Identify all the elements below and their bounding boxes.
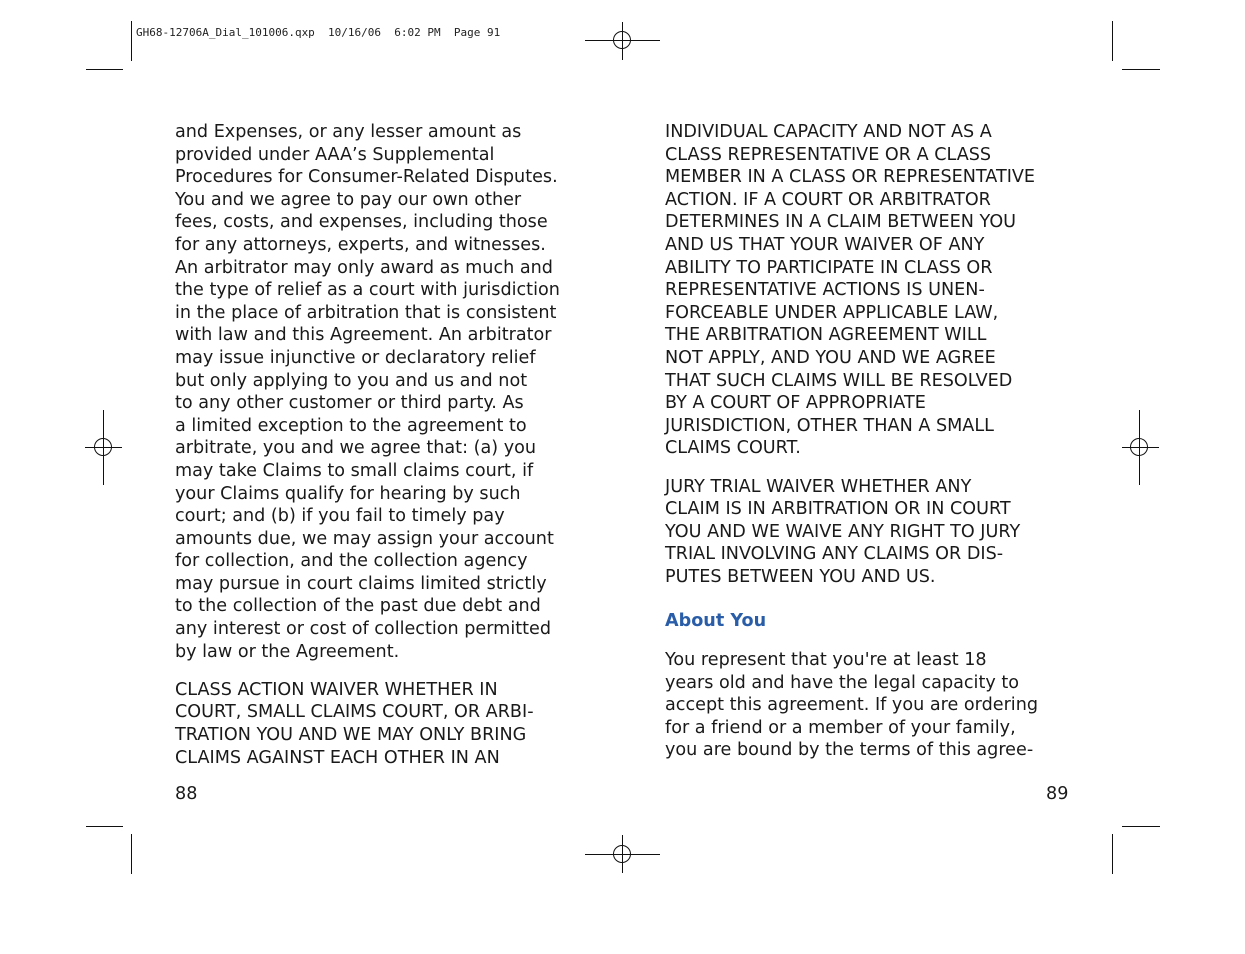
individual-capacity-paragraph: INDIVIDUAL CAPACITY AND NOT AS A CLASS REPRESENTATIVE OR A CLASS MEMBER IN A CLASS OR REPRESENTATIVE ACTION. IF A COURT OR ARBITRATOR DETERMINES IN A CLAIM BETWEEN YOU AND US THAT YOUR WAIVER OF ANY ABILITY TO PARTICIPATE IN CLASS OR REPRESENTATIVE ACTIONS IS UNEN- FORCEABLE UNDER APPLICABLE LAW, THE ARBITRATION AGREEMENT WILL NOT APPLY, AND YOU AND WE AGREE THAT SUCH CLAIMS WILL BE RESOLVED BY A COURT OF APPROPRIATE JURISDICTION, OTHER THAN A SMALL CLAIMS COURT.	[665, 122, 1036, 459]
left-page-text	[175, 121, 595, 769]
crop-mark-top-right-v	[1112, 21, 1113, 61]
right-page-text	[665, 121, 1085, 762]
crop-mark-top-left-v	[131, 21, 132, 61]
page-number-left: 88	[175, 784, 198, 804]
crop-mark-bottom-right-h	[1122, 826, 1160, 827]
registration-mark-right-circle	[1130, 438, 1148, 456]
registration-mark-left-circle	[94, 438, 112, 456]
registration-mark-bottom-circle	[613, 845, 631, 863]
page-number-right: 89	[1046, 784, 1069, 804]
crop-mark-bottom-left-h	[86, 826, 123, 827]
registration-mark-top-circle	[613, 31, 631, 49]
class-action-waiver-paragraph: CLASS ACTION WAIVER WHETHER IN COURT, SMALL CLAIMS COURT, OR ARBI- TRATION YOU AND WE MAY ONLY BRING CLAIMS AGAINST EACH OTHER IN AN	[175, 679, 534, 768]
about-you-heading: About You	[665, 611, 767, 632]
about-you-paragraph: You represent that you're at least 18 years old and have the legal capacity to accept this agreement. If you are ordering for a friend or a member of your family, you are bound by the terms of this agree-	[665, 650, 1039, 761]
file-slug: GH68-12706A_Dial_101006.qxp 10/16/06 6:02 PM Page 91	[136, 26, 501, 39]
crop-mark-top-left-h	[86, 69, 123, 70]
crop-mark-bottom-right-v	[1112, 834, 1113, 874]
jury-trial-waiver-paragraph: JURY TRIAL WAIVER WHETHER ANY CLAIM IS IN ARBITRATION OR IN COURT YOU AND WE WAIVE ANY RIGHT TO JURY TRIAL INVOLVING ANY CLAIMS OR DIS- PUTES BETWEEN YOU AND US.	[665, 476, 1021, 587]
crop-mark-top-right-h	[1122, 69, 1160, 70]
arbitration-costs-paragraph: and Expenses, or any lesser amount as provided under AAA’s Supplemental Procedures for Consumer-Related Disputes. You and we agree to pay our own other fees, costs, and expenses, including those for any attorneys, experts, and witnesses. An arbitrator may only award as much and the type of relief as a court with jurisdiction in the place of arbitration that is consistent with law and this Agreement. An arbitrator may issue injunctive or declaratory relief but only applying to you and us and not to any other customer or third party. As a limited exception to the agreement to arbitrate, you and we agree that: (a) you may take Claims to small claims court, if your Claims qualify for hearing by such court; and (b) if you fail to timely pay amounts due, we may assign your account for collection, and the collection agency may pursue in court claims limited strictly to the collection of the past due debt and any interest or cost of collection permitted by law or the Agreement.	[175, 122, 560, 662]
crop-mark-bottom-left-v	[131, 834, 132, 874]
